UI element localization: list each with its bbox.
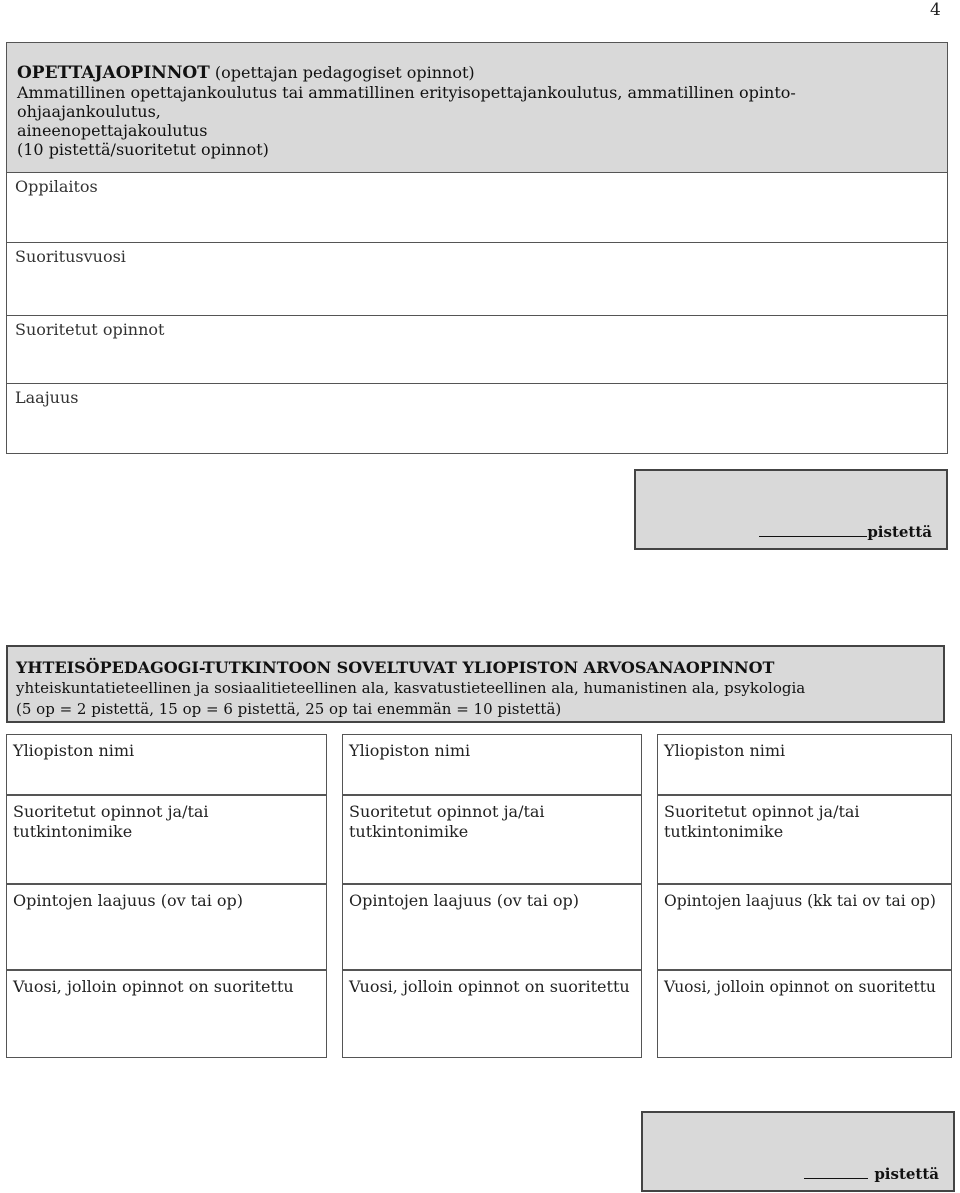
field-label: Suoritusvuosi: [15, 247, 126, 266]
teacher-studies-subtitle: (opettajan pedagogiset opinnot): [209, 63, 475, 82]
teacher-studies-points-box[interactable]: [634, 469, 948, 550]
scope-field-1[interactable]: [6, 884, 327, 970]
field-label: Vuosi, jolloin opinnot on suoritettu: [13, 977, 294, 996]
university-studies-scoring: (5 op = 2 pistettä, 15 op = 6 pistettä, 25 op tai enemmän = 10 pistettä): [16, 700, 562, 718]
field-label: Opintojen laajuus (ov tai op): [349, 891, 580, 910]
year-field-2[interactable]: [342, 970, 642, 1058]
teacher-studies-header: [6, 42, 948, 173]
field-label: Suoritetut opinnot ja/tai: [664, 802, 860, 821]
field-suoritetut-opinnot[interactable]: [6, 316, 948, 384]
university-name-field-2[interactable]: [342, 734, 642, 795]
field-label-2: tutkintonimike: [349, 822, 469, 841]
scope-field-3[interactable]: [657, 884, 952, 970]
university-name-field-1[interactable]: [6, 734, 327, 795]
field-label: Suoritetut opinnot: [15, 320, 165, 339]
points-blank-line[interactable]: [804, 1178, 868, 1179]
teacher-studies-title: OPETTAJAOPINNOT: [17, 63, 210, 83]
field-suoritusvuosi[interactable]: [6, 243, 948, 316]
field-label: Vuosi, jolloin opinnot on suoritettu: [349, 977, 630, 996]
field-label: Suoritetut opinnot ja/tai: [349, 802, 545, 821]
field-label: Vuosi, jolloin opinnot on suoritettu: [664, 978, 936, 996]
points-label: pistettä: [874, 1165, 939, 1183]
studies-field-3[interactable]: [657, 795, 952, 884]
university-studies-title: YHTEISÖPEDAGOGI-TUTKINTOON SOVELTUVAT YLIOPISTON ARVOSANAOPINNOT: [16, 658, 775, 677]
studies-field-1[interactable]: [6, 795, 327, 884]
studies-field-2[interactable]: [342, 795, 642, 884]
points-blank-line[interactable]: [759, 536, 867, 537]
field-label: Yliopiston nimi: [349, 741, 471, 760]
scope-field-2[interactable]: [342, 884, 642, 970]
field-label: Laajuus: [15, 388, 79, 407]
field-label: Yliopiston nimi: [13, 741, 135, 760]
teacher-studies-description: Ammatillinen opettajankoulutus tai ammatillinen erityisopettajankoulutus, ammatillinen opinto-ohjaajankoulutus,: [17, 83, 796, 121]
field-label: Oppilaitos: [15, 177, 98, 196]
points-entry: [759, 523, 932, 541]
field-label: Yliopiston nimi: [664, 741, 786, 760]
year-field-3[interactable]: [657, 970, 952, 1058]
teacher-studies-description-2: aineenopettajakoulutus: [17, 121, 208, 140]
year-field-1[interactable]: [6, 970, 327, 1058]
field-label-2: tutkintonimike: [13, 822, 133, 841]
field-label: Suoritetut opinnot ja/tai: [13, 802, 209, 821]
teacher-studies-title-line: [17, 63, 937, 83]
page-number: 4: [930, 0, 941, 20]
field-label: Opintojen laajuus (kk tai ov tai op): [664, 892, 936, 910]
field-oppilaitos[interactable]: [6, 173, 948, 243]
university-studies-points-box[interactable]: [641, 1111, 955, 1192]
university-studies-header: [6, 645, 945, 723]
field-laajuus[interactable]: [6, 384, 948, 454]
field-label: Opintojen laajuus (ov tai op): [13, 891, 244, 910]
field-label-2: tutkintonimike: [664, 822, 784, 841]
teacher-studies-scoring: (10 pistettä/suoritetut opinnot): [17, 140, 269, 159]
university-studies-fields: yhteiskuntatieteellinen ja sosiaalitieteellinen ala, kasvatustieteellinen ala, humanistinen ala, psykologia: [16, 679, 806, 697]
points-entry: [804, 1165, 939, 1183]
points-label: pistettä: [867, 523, 932, 541]
university-name-field-3[interactable]: [657, 734, 952, 795]
